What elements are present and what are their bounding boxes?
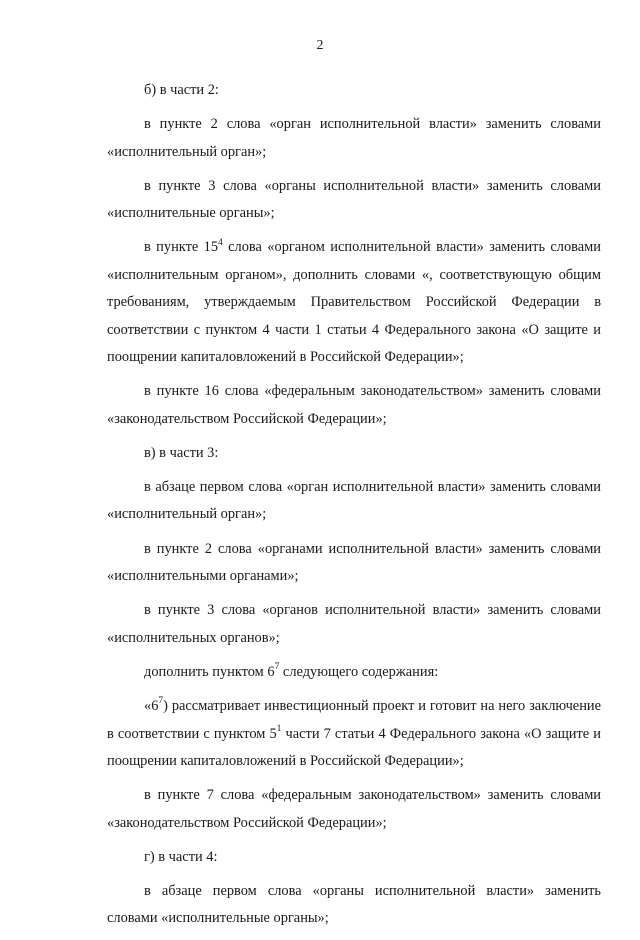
paragraph bbox=[107, 693, 601, 775]
paragraph bbox=[107, 440, 601, 467]
text-segment: в пункте 7 слова «федеральным законодательством» заменить словами «законодательством Российской Федерации»; bbox=[107, 787, 601, 831]
paragraph bbox=[107, 844, 601, 871]
superscript: 1 bbox=[276, 723, 282, 734]
text-segment: дополнить пунктом 6 bbox=[144, 663, 275, 680]
paragraph bbox=[107, 536, 601, 591]
page-number: 2 bbox=[316, 38, 324, 53]
text-segment: б) в части 2: bbox=[144, 82, 219, 98]
superscript: 7 bbox=[158, 696, 164, 707]
text-segment: в пункте 3 слова «органы исполнительной власти» заменить словами «исполнительные органы»; bbox=[107, 177, 601, 222]
text-segment: «6 bbox=[144, 698, 159, 715]
superscript: 4 bbox=[218, 237, 223, 248]
text-segment: г) в части 4: bbox=[144, 848, 218, 865]
paragraph bbox=[107, 659, 601, 686]
paragraph bbox=[107, 77, 601, 104]
document-body bbox=[107, 77, 601, 940]
text-segment: в абзаце первом слова «органы исполнительной власти» заменить словами «исполнительные органы»; bbox=[107, 882, 601, 927]
text-segment: в пункте 15 bbox=[144, 239, 219, 256]
paragraph bbox=[107, 782, 601, 837]
paragraph bbox=[107, 234, 601, 371]
text-segment: ) рассматривает инвестиционный проект и готовит на него заключение в соответствии с пунктом 5 bbox=[107, 698, 601, 742]
paragraph bbox=[107, 597, 601, 652]
text-segment: следующего содержания: bbox=[279, 663, 439, 680]
text-segment: в пункте 2 слова «органами исполнительной власти» заменить словами «исполнительными органами»; bbox=[107, 540, 601, 585]
text-segment: в пункте 16 слова «федеральным законодательством» заменить словами «законодательством Российской Федерации»; bbox=[107, 383, 601, 427]
paragraph bbox=[107, 111, 601, 166]
text-segment: части 7 статьи 4 Федерального закона «О защите и поощрении капиталовложений в Российской Федерации»; bbox=[107, 725, 601, 769]
text-segment: в пункте 3 слова «органов исполнительной власти» заменить словами «исполнительных органов»; bbox=[107, 602, 601, 646]
paragraph bbox=[107, 878, 601, 933]
paragraph bbox=[107, 173, 601, 228]
superscript: 7 bbox=[274, 662, 280, 673]
text-segment: в пункте 2 слова «орган исполнительной власти» заменить словами «исполнительный орган»; bbox=[107, 116, 601, 160]
paragraph bbox=[107, 474, 601, 529]
text-segment: слова «органом исполнительной власти» заменить словами «исполнительным органом», дополнить словами «, соответствующую общим требованиям, утверждаемым Правительством Российской Федерации в соответствии с пунктом 4 части 1 статьи 4 Федерального закона «О защите и поощрении капиталовложений в Российской Федерации»; bbox=[107, 239, 601, 366]
paragraph bbox=[107, 378, 601, 433]
text-segment: в абзаце первом слова «орган исполнительной власти» заменить словами «исполнительный орган»; bbox=[107, 479, 601, 523]
text-segment: в) в части 3: bbox=[144, 444, 219, 461]
